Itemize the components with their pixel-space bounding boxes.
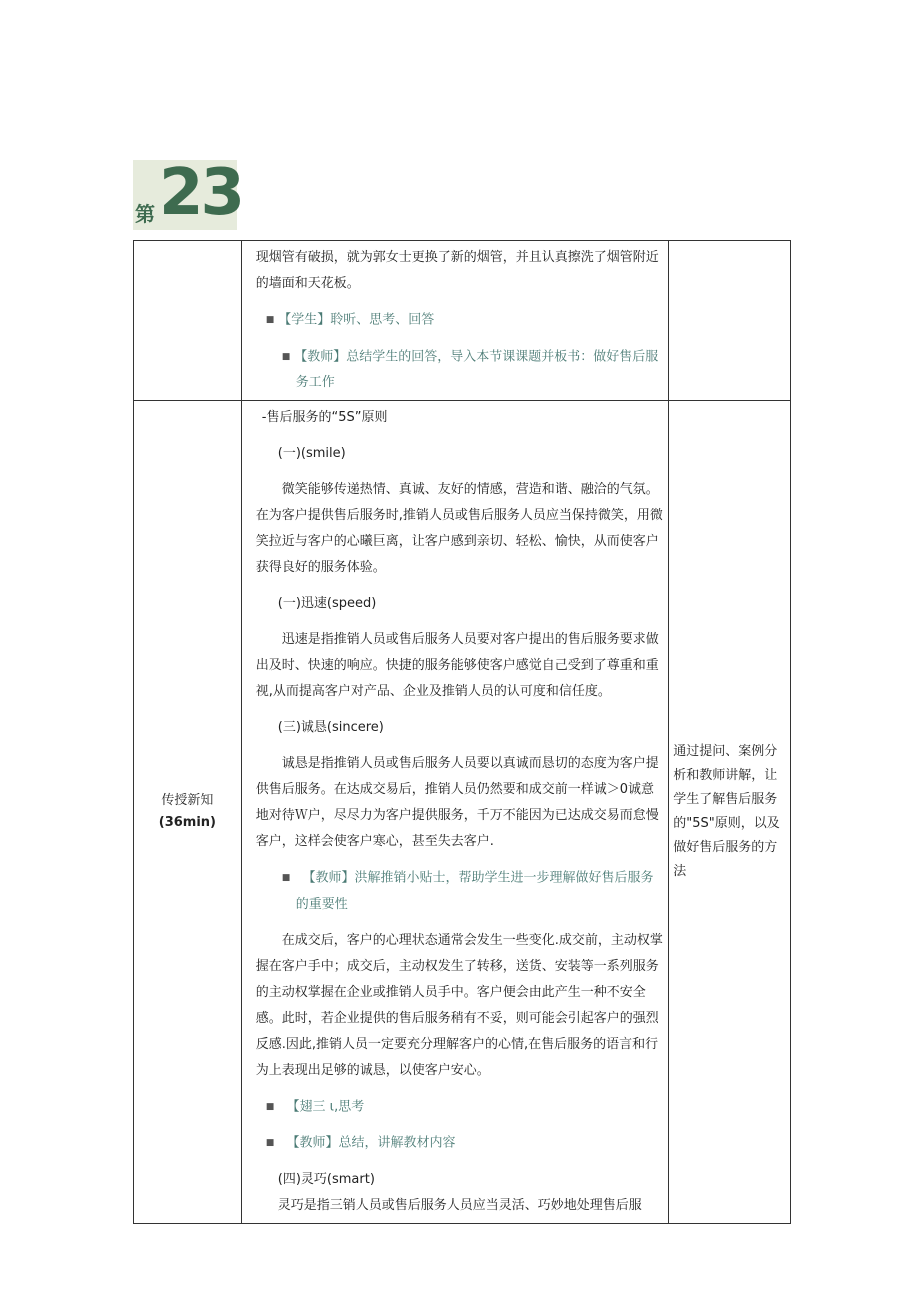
section-body: 诚恳是指推销人员或售后服务人员要以真诚而恳切的态度为客户提供售后服务。在达成交易后，推销人员仍然要和成交前一样诚＞0诚意地对待Ｗ户，尽尽力为客户提供服务，千万不能因为已达成交易而怠慢客户，这样会使客户寒心，甚至失去客户. — [255, 756, 659, 849]
section-body: 微笑能够传递热情、真诚、友好的情感，营造和谐、融洽的气氛。在为客户提供售后服务时,推销人员或售后服务人员应当保持微笑，用微笑拉近与客户的心曦巨离，让客户感到亲切、轻松、愉快，从而使客户获得良好的服务体验。 — [255, 482, 663, 575]
student-activity: ■ 【学生】聆听、思考、回答 — [265, 312, 435, 328]
content-cell — [241, 241, 668, 401]
text-line: 现烟管有破损，就为郭女士更换了新的烟管，并且认真擦洗了烟管附近 — [255, 250, 659, 265]
bullet-square-icon: ■ — [265, 1138, 275, 1148]
chapter-badge — [133, 156, 243, 230]
text-line: 的墙面和天花板。 — [255, 276, 360, 291]
teacher-summary: ■ 【教师】总结，讲解教材内容 — [265, 1135, 456, 1151]
chapter-prefix: 第 — [135, 202, 155, 226]
design-cell — [669, 401, 791, 1224]
table-row — [134, 401, 791, 1224]
section-heading: (三)诚恳(sincere) — [277, 720, 384, 735]
bullet-square-icon: ■ — [281, 873, 291, 883]
table-row — [134, 241, 791, 401]
stage-duration: (36min) — [158, 814, 216, 830]
section-heading: (四)灵巧(smart) — [277, 1171, 375, 1187]
lesson-plan-table — [133, 240, 791, 1224]
stage-cell — [134, 241, 242, 401]
design-cell — [669, 241, 791, 401]
stage-title: 传授新知 — [161, 792, 214, 808]
tip-body: 在成交后，客户的心理状态通常会发生一些变化.成交前，主动权掌握在客户手中；成交后，主动权发生了转移，送货、安装等一系列服务的主动权掌握在企业或推销人员手中。客户便会由此产生一种不安全感。此时，若企业提供的售后服务稍有不妥，则可能会引起客户的强烈反感.因此,推销人员一定要充分理解客户的心情,在售后服务的语言和行为上表现出足够的诚恳，以使客户安心。 — [255, 932, 663, 1078]
teacher-tip: ■ 【教师】洪解推销小贴士，帮助学生进一步理解做好售后服务的重要性 — [281, 870, 654, 912]
content-cell — [241, 401, 668, 1224]
stage-cell — [134, 401, 242, 1224]
bullet-square-icon: ■ — [265, 315, 275, 325]
design-note: 通过提问、案例分析和教师讲解，让学生了解售后服务的"5S"原则，以及做好售后服务的方法 — [673, 743, 780, 879]
section-intro: -售后服务的“5S”原则 — [261, 410, 388, 425]
bullet-square-icon: ■ — [265, 1101, 275, 1112]
student-think: ■ 【翅三 ι,思考 — [265, 1099, 365, 1114]
section-heading: (一)(smile) — [277, 446, 346, 461]
section-body: 灵巧是指三销人员或售后服务人员应当灵活、巧妙地处理售后服 — [277, 1197, 642, 1213]
section-heading: (一)迅速(speed) — [277, 596, 377, 611]
chapter-number: 23 — [159, 156, 243, 230]
bullet-square-icon: ■ — [281, 351, 291, 362]
section-body: 迅速是指推销人员或售后服务人员要对客户提出的售后服务要求做出及时、快速的响应。快捷的服务能够使客户感觉自己受到了尊重和重视,从而提高客户对产品、企业及推销人员的认可度和信任度。 — [255, 632, 659, 699]
teacher-activity: ■ 【教师】总结学生的回答，导入本节课课题并板书：做好售后服务工作 — [281, 349, 659, 390]
